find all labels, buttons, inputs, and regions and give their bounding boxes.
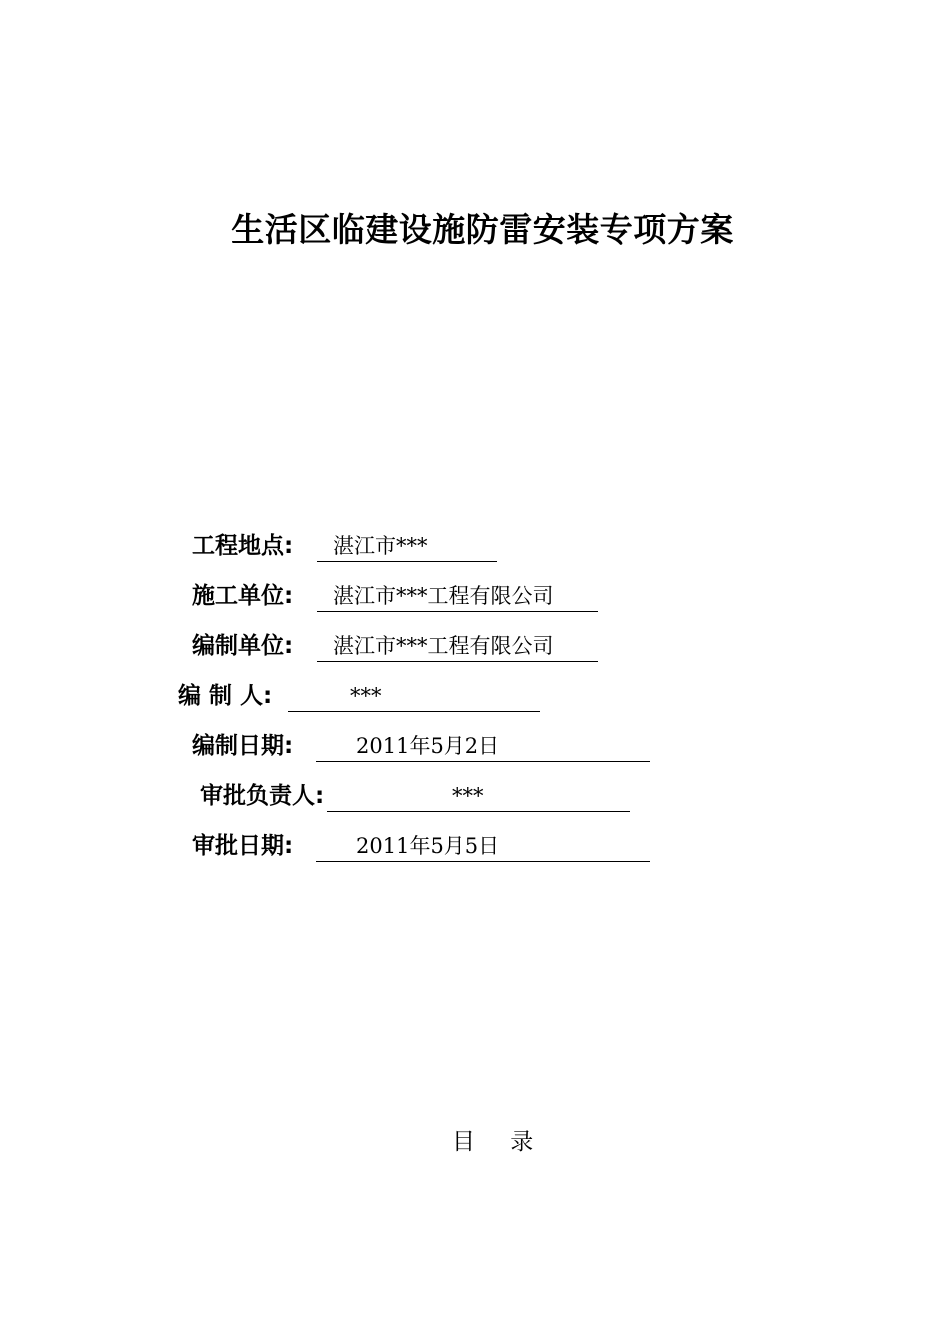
field-value-location-text: 湛江市***	[333, 534, 428, 558]
field-value-approve-date-text: 2011年5月5日	[356, 834, 500, 858]
field-value-location	[317, 530, 497, 562]
page-title: 生活区临建设施防雷安装专项方案	[231, 210, 734, 249]
field-value-contractor-text: 湛江市***工程有限公司	[333, 584, 554, 608]
field-value-compile-date	[316, 730, 650, 762]
field-label-contractor: 施工单位:	[192, 583, 294, 609]
field-label-approver: 审批负责人:	[200, 783, 325, 809]
field-label-compile-date: 编制日期:	[192, 733, 294, 759]
field-value-approver	[327, 780, 630, 812]
toc-heading: 目 录	[452, 1129, 548, 1155]
field-value-approve-date	[316, 830, 650, 862]
field-value-compiler-text: ***	[350, 684, 382, 708]
field-value-compiler	[288, 680, 540, 712]
field-label-compiler: 编 制 人:	[178, 683, 273, 709]
field-label-location: 工程地点:	[192, 533, 294, 559]
field-label-approve-date: 审批日期:	[192, 833, 294, 859]
field-value-approver-text: ***	[452, 784, 484, 808]
field-value-contractor	[317, 580, 598, 612]
field-value-compiler-unit	[317, 630, 598, 662]
field-value-compiler-unit-text: 湛江市***工程有限公司	[333, 634, 554, 658]
field-label-compiler-unit: 编制单位:	[192, 633, 294, 659]
field-value-compile-date-text: 2011年5月2日	[356, 734, 500, 758]
